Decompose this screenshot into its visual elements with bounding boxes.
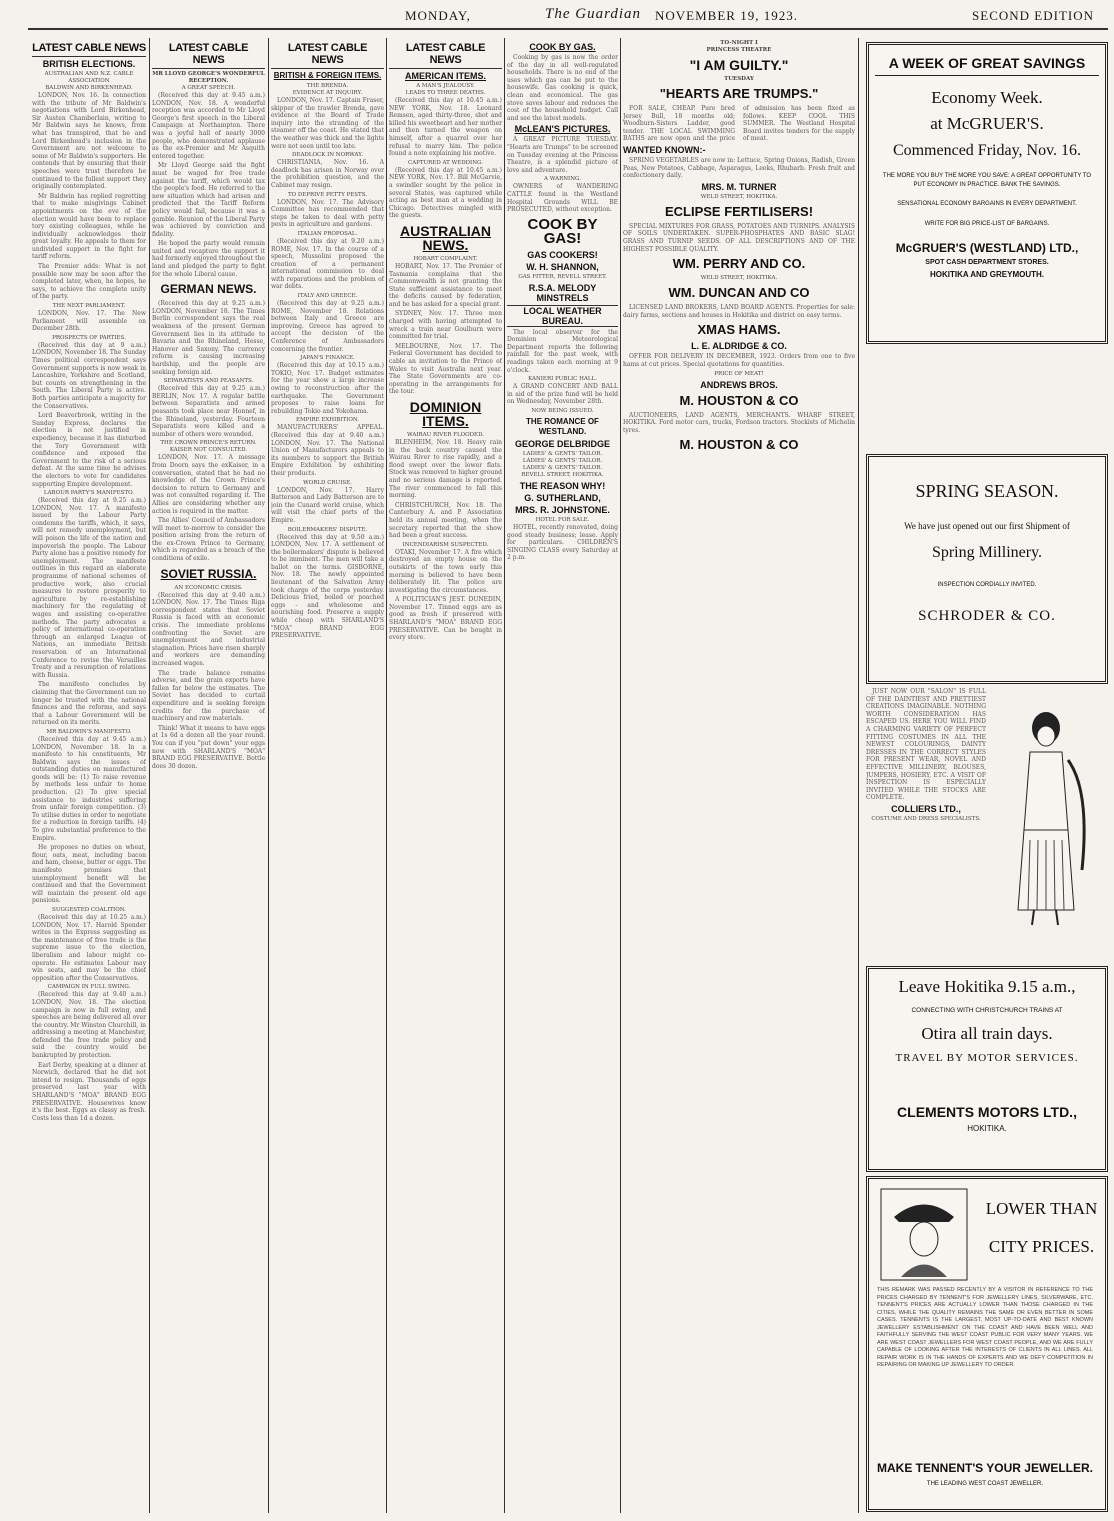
section-heading: THE NEXT PARLIAMENT. (52, 303, 126, 310)
ad-small: WRITE FOR BIG PRICE-LIST OF BARGAINS. (924, 221, 1050, 227)
section-heading: EMPIRE EXHIBITION. (295, 417, 360, 424)
section-headline: DOMINION ITEMS. (409, 399, 482, 429)
section-heading: NOW BEING ISSUED. (531, 408, 594, 415)
ad-line: at McGRUER'S. (930, 114, 1044, 133)
ad-heading: ANDREWS BROS. (700, 379, 778, 390)
section-heading: LABOUR PARTY'S MANIFESTO. (43, 490, 135, 497)
ad-heading: COOK BY GAS. (529, 42, 596, 52)
ad-heading: W. H. SHANNON, (526, 261, 599, 272)
section-heading: CAMPAIGN IN FULL SWING. (47, 984, 131, 991)
ad-heading: R.S.A. MELODY MINSTRELS (528, 282, 597, 303)
ad-headline: WM. PERRY AND CO. (672, 256, 806, 272)
ad-heading: MRS. R. JOHNSTONE. (515, 505, 610, 516)
ad-mcgruers (866, 42, 1108, 344)
section-heading: ITALY AND GREECE. (297, 293, 358, 300)
ad-clements-motors (866, 966, 1108, 1172)
fashion-illustration (990, 700, 1102, 930)
ad-line: Economy Week. (931, 88, 1043, 107)
ad-heading: GEORGE DELBRIDGE (514, 439, 610, 450)
ad-company: McGRUER'S (WESTLAND) LTD., (895, 241, 1079, 255)
ad-line: We have just opened out our first Shipment of (904, 521, 1070, 531)
ad-line: LADIES' & GENTS' TAILOR. (522, 465, 603, 472)
ad-company-sub: THE LEADING WEST COAST JEWELLER. (926, 1481, 1044, 1487)
ad-line: Spring Millinery. (931, 544, 1043, 561)
section-heading: PRICE OF MEAT! (714, 370, 764, 377)
section-heading: WORLD CRUISE. (303, 479, 352, 486)
ad-line: CONNECTING WITH CHRISTCHURCH TRAINS AT (911, 1007, 1063, 1014)
ad-schroder (866, 454, 1108, 684)
ad-company-sub: HOKITIKA. (967, 1124, 1007, 1133)
ad-headline: XMAS HAMS. (697, 322, 781, 338)
ad-title: A WEEK OF GREAT SAVINGS (875, 55, 1099, 76)
ad-company: SCHRODER & CO. (918, 608, 1056, 624)
column-local-ads: COOK BY GAS. Cooking by gas is now the order of the day in all well-regulated households. There is no end of the uses which gas can be put to the housewife. Gas cooking is quick, clean and economical. The gas stove saves labour and reduces the cost of the household budget. Call and see the latest models. McLEAN'S PICTURES. A GREAT PICTURE TUESDAY. "Hearts are Trumps" to be screened on Tuesday evening at the Princess Theatre, is a splendid picture of love and adventure. A WARNING. OWNERS of WANDERING CATTLE found in the Westland Hospital Grounds WILL BE PROSECUTED, without exception. COOK BY GAS! GAS COOKERS! W. H. SHANNON, GAS FITTER, REVELL STREET. R.S.A. MELODY MINSTRELS LOCAL WEATHER BUREAU. The local observer for the Dominion Meteorological Department reports the following rainfall for the past week, with readings taken each morning at 9 o'clock. KANIERI PUBLIC HALL. A GRAND CONCERT AND BALL in aid of the prize fund will be held on Wednesday, November 28th. NOW BEING ISSUED. THE ROMANCE OF WESTLAND. GEORGE DELBRIDGE LADIES' & GENTS' TAILOR. LADIES' & GENTS' TAILOR. LADIES' & GENTS' TAILOR. REVELL STREET, HOKITIKA. THE REASON WHY! G. SUTHERLAND, MRS. R. JOHNSTONE. HOTEL FOR SALE. HOTEL, recently renovated, doing good steady business; lease. Apply for particulars. CHILDREN'S SINGING CLASS every Saturday at 2 p.m. (507, 42, 618, 562)
section-heading: BOILERMAKERS' DISPUTE. (287, 526, 368, 533)
section-heading: KAISER NOT CONSULTED. (169, 447, 248, 454)
top-rule (28, 28, 1108, 30)
figure-scarf (1068, 760, 1084, 870)
section-heading: SEPARATISTS AND PEASANTS. (163, 378, 254, 385)
ad-company: CLEMENTS MOTORS LTD., (897, 1104, 1077, 1120)
ad-heading: THE REASON WHY! (519, 481, 606, 492)
ad-headline: COOK BY GAS! (527, 215, 598, 247)
masthead-day: MONDAY, (405, 8, 471, 23)
portrait-face (910, 1222, 938, 1256)
ad-company: COLLIERS LTD., (891, 803, 961, 814)
section-heading: EVIDENCE AT INQUIRY. (292, 90, 363, 96)
ad-company-sub: HOKITIKA AND GREYMOUTH. (929, 270, 1045, 279)
column-rule (386, 38, 387, 1513)
section-heading: DEADLOCK IN NORWAY. (292, 152, 363, 159)
section-heading: PROSPECTS OF PARTIES. (52, 334, 126, 341)
masthead-date: NOVEMBER 19, 1923. (655, 8, 798, 23)
ad-headline: "I AM GUILTY." (689, 57, 789, 73)
section-heading: KANIERI PUBLIC HALL. (528, 376, 597, 383)
ad-heading: LOCAL WEATHER BUREAU. (507, 305, 618, 327)
ad-colliers: JUST NOW OUR "SALON" IS FULL OF THE DAINTIEST AND PRETTIEST CREATIONS IMAGINABLE. NOTHING WORTH CONSIDERATION HAS ESCAPED US. HERE YOU WILL FIND A CHARMING VARIETY OF PERFECT FITTING COSTUMES IN ALL THE NEWEST COLOURINGS, DAINTY DRESSES IN THE CORRECT STYLES FOR PRESENT WEAR, NOVEL AND EFFECTIVE MILLINERY, BLOUSES, JUMPERS, HOSIERY, ETC. A VISIT OF INSPECTION IS ESPECIALLY INVITED WHILE THE STOCKS ARE COMPLETE. COLLIERS LTD., COSTUME AND DRESS SPECIALISTS. (866, 688, 986, 822)
headline: LATEST CABLE NEWS (152, 42, 265, 69)
section-heading: THE BRENDA. (306, 83, 349, 89)
ad-small: INSPECTION CORDIALLY INVITED. (937, 582, 1037, 588)
section-heading: JAPAN'S FINANCE. (300, 355, 355, 362)
figure-dress-top (1024, 752, 1068, 830)
section-heading: SUGGESTED COALITION. (52, 906, 126, 913)
section-heading: HOBART COMPLAINT. (413, 255, 478, 262)
ad-headline: M. HOUSTON & CO (679, 437, 799, 453)
section-headline: AUSTRALIAN NEWS. (400, 222, 491, 253)
masthead-title: The Guardian (545, 6, 642, 22)
ad-line: WELD STREET, HOKITIKA. (700, 275, 778, 282)
subheadline: MR LLOYD GEORGE'S WONDERFUL RECEPTION. (152, 71, 265, 84)
column-lloyd-george: LATEST CABLE NEWS MR LLOYD GEORGE'S WONDERFUL RECEPTION. A GREAT SPEECH. (Received this day at 9.45 a.m.) LONDON, Nov. 18. A wonderful reception was accorded to Mr Lloyd George's first speech in the Liberal Campaign at Northampton. There was a joyful hall of nearly 3000 people, who demonstrated applause as the ex-Premier and Mr Asquith entered together. Mr Lloyd George said the fight must be waged for free trade against the tariff, which would tax the people's food. He referred to the new situation which had arisen and predicted that the Tariff Reform policy would fail, because it was a gamble. Reunion of the Liberal Party was achieved by conviction and fidelity. He hoped the party would remain united and recapture the support it had formerly enjoyed throughout the land and pledged the party to fight for the whole Liberal cause. GERMAN NEWS. (Received this day at 9.25 a.m.) LONDON, November 18. The Times Berlin correspondent says the real weakness of the present German Government lies in its attitude to Bavaria and the Rhineland, Hesse, Hanover and Saxony. The currency reform is causing increasing hardship, and the people are seeking foreign aid. SEPARATISTS AND PEASANTS. (Received this day at 9.25 a.m.) BERLIN, Nov. 17. A regular battle between Separatists and armed peasants took place near Honnef, in the Rhineland, yesterday. Fourteen Separatists were killed and a number of others were wounded. THE CROWN PRINCE'S RETURN. KAISER NOT CONSULTED. LONDON, Nov. 17. A message from Doorn says the exKaiser, in a conversation, stated that he had no knowledge of the Crown Prince's decision to return to Germany and was not consulted regarding it. The Allies are considering whether any action is required in the matter. The Allies' Council of Ambassadors will meet to-morrow to consider the position arising from the return of the ex-Crown Prince to Germany, which is regarded as a breach of the conditions of exile. SOVIET RUSSIA. AN ECONOMIC CRISIS. (Received this day at 9.40 a.m.) LONDON, Nov. 17. The Times Riga correspondent states that Soviet Russia is faced with an economic crisis. The immediate problems confronting the Soviet are unemployment and industrial stagnation. Prices have risen sharply and workers are demanding increased wages. The trade balance remains adverse, and the grain exports have fallen far below the estimates. The Soviet has decided to curtail expenditure and is seeking foreign credits for the purchase of machinery and raw materials. Think! What it means to have eggs at 1s 6d a dozen all the year round. You can if you "put down" your eggs now with SHARLAND'S "MOA" BRAND EGG PRESERVATIVE. Bottle does 30 dozen. (152, 42, 265, 770)
section-heading: A GREAT SPEECH. (181, 85, 236, 91)
figure-face (1037, 726, 1055, 746)
ad-headline: "HEARTS ARE TRUMPS." (659, 86, 819, 101)
section-heading: HOTEL FOR SALE. (535, 517, 590, 524)
ad-heading: McLEAN'S PICTURES. (514, 124, 611, 135)
ad-heading: L. E. ALDRIDGE & CO. (691, 341, 787, 352)
section-heading: A WARNING. (544, 176, 581, 183)
ad-line: Otira all train days. (921, 1024, 1053, 1043)
column-rule (504, 38, 505, 1513)
column-rule (268, 38, 269, 1513)
masthead (30, 6, 1104, 24)
ad-title: Leave Hokitika 9.15 a.m., (898, 977, 1076, 996)
column-theatre-ads: TO-NIGHT I PRINCESS THEATRE "I AM GUILTY." TUESDAY "HEARTS ARE TRUMPS." FOR SALE, CHEAP. Pure bred Jersey Bull, 18 months old; Woodburn-Sisters Ladder, good tender. THE LOCAL SWIMMING BATHS are now open and the price of admission has been fixed as follows. KEEP COOL THIS SUMMER. The Westland Hospital Board invites tenders for the supply of meat. WANTED KNOWN:- SPRING VEGETABLES are now in: Lettuce, Spring Onions, Radish, Green Peas, New Potatoes, Cabbage, Asparagus, Leeks, Rhubarb. Fresh fruit and confectionery daily. MRS. M. TURNER WELD STREET, HOKITIKA. ECLIPSE FERTILISERS! SPECIAL MIXTURES FOR GRASS, POTATOES AND TURNIPS. ANALYSIS OF SOILS UNDERTAKEN. SUPER-PHOSPHATES AND BASIC SLAG! GRASS AND TURNIP SEEDS. OF ALL DESCRIPTIONS AND OF THE HIGHEST POSSIBLE QUALITY. WM. PERRY AND CO. WELD STREET, HOKITIKA. WM. DUNCAN AND CO LICENSED LAND BROKERS, LAND BOARD AGENTS. Properties for sale: dairy farms, sections and houses in Hokitika and district on easy terms. XMAS HAMS. L. E. ALDRIDGE & CO. OFFER FOR DELIVERY IN DECEMBER, 1923. Orders from one to five hams at cut prices. Special quotations for quantities. PRICE OF MEAT! ANDREWS BROS. M. HOUSTON & CO AUCTIONEERS, LAND AGENTS, MERCHANTS. WHARF STREET, HOKITIKA. Ford motor cars, trucks, Fordson tractors. Stockists of Michelin tyres. M. HOUSTON & CO (623, 40, 855, 453)
headline: LATEST CABLE NEWS (389, 42, 502, 69)
ad-line: LADIES' & GENTS' TAILOR. (522, 451, 603, 458)
ad-company-sub: SPOT CASH DEPARTMENT STORES. (925, 259, 1049, 266)
ad-line: Commenced Friday, Nov. 16. (892, 142, 1082, 159)
ad-small: SENSATIONAL ECONOMY BARGAINS IN EVERY DEPARTMENT. (897, 201, 1077, 207)
headline: LATEST CABLE NEWS (32, 42, 146, 57)
ad-heading: G. SUTHERLAND, (524, 493, 601, 504)
column-american-items: LATEST CABLE NEWS AMERICAN ITEMS. A MAN'S JEALOUSY. LEADS TO THREE DEATHS. (Received this day at 10.45 a.m.) NEW YORK, Nov. 18. Leonard Remsen, aged thirty-three, shot and killed his sweetheart and her mother and then turned the weapon on himself, after a quarrel over her refusal to marry him. The police found a note explaining his motive. CAPTURED AT WEDDING. (Received this day at 10.45 a.m.) NEW YORK, Nov. 17. Bill McGarvie, a swindler sought by the police in several States, was captured while acting as best man at a wedding in Chicago. Detectives mingled with the guests. AUSTRALIAN NEWS. HOBART COMPLAINT. HOBART, Nov. 17. The Premier of Tasmania complains that the Commonwealth is not granting the State sufficient assistance to meet the deficits caused by federation, and he has asked for a special grant. SYDNEY, Nov. 17. Three men charged with having attempted to wreck a train near Goulburn were committed for trial. MELBOURNE, Nov. 17. The Federal Government has decided to cable an invitation to the Prince of Wales to visit Australia next year. The State Governments are co-operating in the arrangements for the tour. DOMINION ITEMS. WAIRAU RIVER FLOODED. BLENHEIM, Nov. 18. Heavy rain in the back country caused the Wairau River to rise rapidly, and a flood swept over the lower flats. Stock was removed to higher ground and no serious damage is reported. The river commenced to fall this morning. CHRISTCHURCH, Nov. 18. The Canterbury A. and P. Association held its annual meeting, when the secretary reported that the show had been a great success. INCENDIARISM SUSPECTED. OTAKI, November 17. A fire which destroyed an empty house on the outskirts of the town early this morning is believed to have been deliberately lit. The police are investigating the circumstances. A POLITICIAN'S JEST. DUNEDIN, November 17. Tinned eggs are as good as fresh if preserved with SHARLAND'S "MOA" BRAND EGG PRESERVATIVE. Can be bought in every store. (389, 42, 502, 642)
column-rule (149, 38, 150, 1513)
section-heading: LEADS TO THREE DEATHS. (405, 90, 486, 96)
ad-headline: ECLIPSE FERTILISERS! (664, 203, 814, 219)
ad-heading: THE ROMANCE OF WESTLAND. (526, 417, 599, 437)
ad-title: CITY PRICES. (988, 1237, 1095, 1256)
ad-heading: WANTED KNOWN:- (623, 144, 706, 155)
column-british-foreign: LATEST CABLE NEWS BRITISH & FOREIGN ITEMS. THE BRENDA. EVIDENCE AT INQUIRY. LONDON, Nov. 17. Captain Fraser, skipper of the trawler Brenda, gave evidence at the Board of Trade inquiry into the stranding of the steamer off the coast. He stated that the weather was thick and the lights were not seen until too late. DEADLOCK IN NORWAY. CHRISTIANIA, Nov. 16. A deadlock has arisen in Norway over the prohibition question, and the Cabinet may resign. TO DEPRIVE PETTY PESTS. LONDON, Nov. 17. The Advisory Committee has recommended that steps be taken to deal with petty pests in agriculture and gardens. ITALIAN PROPOSAL. (Received this day at 9.20 a.m.) ROME, Nov. 17. In the course of a speech, Mussolini proposed the creation of a permanent international commission to deal with reparations and the problem of war debts. ITALY AND GREECE. (Received this day at 9.25 a.m.) ROME, November 18. Relations between Italy and Greece are improving. Greece has agreed to accept the decision of the Conference of Ambassadors concerning the frontier. JAPAN'S FINANCE. (Received this day at 10.15 a.m.) TOKIO, Nov. 17. Budget estimates for the year show a large increase owing to reconstruction after the earthquake. The Government proposes to raise loans for rebuilding Tokio and Yokohama. EMPIRE EXHIBITION. MANUFACTURERS' APPEAL. (Received this day at 9.40 a.m.) LONDON, Nov. 17. The National Union of Manufacturers appeals to its members to support the British Empire Exhibition by exhibiting their products. WORLD CRUISE. LONDON, Nov. 17. Harry Batterson and Lady Batterson are to join the Cunard world cruise, which will visit the chief ports of the Empire. BOILERMAKERS' DISPUTE. (Received this day at 9.50 a.m.) LONDON, Nov. 17. A settlement of the boilermakers' dispute is believed to be imminent. The men will take a ballot on the terms. GISBORNE, Nov. 18. The newly appointed lieutenant of the Salvation Army took charge of the corps yesterday. Delicious fried, boiled or poached eggs - and wholesome and nourishing food. Preserve a supply while cheap with SHARLAND'S "MOA" BRAND EGG PRESERVATIVE. (271, 42, 384, 640)
ad-line: REVELL STREET, HOKITIKA. (521, 472, 604, 479)
masthead-edition: SECOND EDITION (972, 8, 1094, 23)
column-british-elections: LATEST CABLE NEWS BRITISH ELECTIONS. AUSTRALIAN AND N.Z. CABLE ASSOCIATION BALDWIN AND BIRKENHEAD. LONDON, Nov. 16. In connection with the tribute of Mr Baldwin's negotiations with Lord Birkenhead, Sir Austen Chamberlain, writing to Mr Baldwin says he knows, from what has transpired, that he and Lord Birkenhead's inclusion in the Government are not welcome to some of Mr Baldwin's supporters. He contends that by ensuring that their speeches were trust therefore he continued to the fullest support they originally contemplated. Mr Baldwin has replied regretting that to make misgivings Cabinet appointments on the eve of the election would have been to replace tory existing colleagues, while he individually acknowledges their great loyalty. He appeals to them for undivided support in the fight for tariff reform. The Premier adds: What is not possible now may be soon after the completed later, when, he hopes, he says, to achieve the complete unity of the party. THE NEXT PARLIAMENT. LONDON, Nov. 17. The New Parliament will assemble on December 28th. PROSPECTS OF PARTIES. (Received this day at 9 a.m.) LONDON, November 18. The Sunday Times political correspondent says Government supports is now weak in Lancashire, Yorkshire and Scotland, but counts on strengthening in the South. The Liberal Party is active. Both parties anticipate a majority for the Conservatives. Lord Beaverbrook, writing in the Sunday Express, declares the election is not justified in expediency, because it has disturbed the Tory Government with confidence and exposed the Government to the risk of a serious defeat. At the same time he advises the electors to vote for candidates supporting Empire development. LABOUR PARTY'S MANIFESTO. (Received this day at 9.25 a.m.) LONDON, Nov. 17. A manifesto issued by the Labour Party condemns the tariffs, which, it says, will not remedy unemployment, but will poison the life of the nation and impoverish the people. The Labour Party alone has a positive remedy for unemployment. The manifesto outlines in this regard an elaborate programme of national schemes of productive work, also crucial measures to restore prosperity to agriculture by re-establishing machinery for the regulating of wages and assisting co-operative methods. The party advocates a policy of international co-operation through an enlarged League of Nations, an immediate British reservation of an International Conference to revise the Versailles Treaty and a resumption of relations with Russia. The manifesto concludes by claiming that the Government can no longer be trusted with the national finances and the reforms, and says that a Labour Government will be returned on its merits. MR BALDWIN'S MANIFESTO. (Received this day at 9.45 a.m.) LONDON, November 18. In a manifesto to his constituents, Mr Baldwin says the issues of outstanding duties on manufactured goods will be: (1) To raise revenue by methods less unfair to home production. (2) To give special assistance to industries suffering from unfair foreign competition. (3) To utilise duties in order to negotiate for a reduction in foreign tariffs. (4) To give substantial preference to the Empire. He proposes no duties on wheat, flour, oats, meat, including bacon and ham, cheese, butter or eggs. The manifesto promises that unemployment benefit will be continued and that the Government will maintain the present old age pensions. SUGGESTED COALITION. (Received this day at 10.25 a.m.) LONDON, Nov. 17. Harold Spender writes in the Express suggesting as the maintenance of free trade is the supreme issue to the election, liberalism and labour might co-operate. He estimates Labour may win seats, and may be the chief opposition after the Conservatives. CAMPAIGN IN FULL SWING. (Received this day at 9.40 a.m.) LONDON, Nov. 18. The election campaign is now in full swing, and speeches are being delivered all over the country. Mr Winston Churchill, in addressing a meeting at Manchester, defended the free trade policy and said the country would be bankrupted by protection. Earl Derby, speaking at a dinner at Norwich, declared that he did not intend to resign. Thousands of eggs preserved last year with SHARLAND'S "MOA" BRAND EGG PRESERVATIVE. Housewives know it's the best. Eggs as classy as fresh. Costs less than 1d a dozen. (32, 42, 146, 1122)
ad-line: WELD STREET, HOKITIKA. (700, 193, 778, 200)
napoleon-portrait (879, 1187, 969, 1282)
ad-tennents (866, 1176, 1108, 1512)
section-heading: BALDWIN AND BIRKENHEAD. (45, 85, 133, 91)
section-heading: A MAN'S JEALOUSY. (416, 83, 475, 89)
ad-title: LOWER THAN (985, 1199, 1098, 1218)
ad-subheading: GAS FITTER, REVELL STREET. (518, 273, 607, 280)
section-heading: INCENDIARISM SUSPECTED. (402, 541, 489, 548)
section-headline: GERMAN NEWS. (160, 282, 257, 297)
ad-headline: WM. DUNCAN AND CO (668, 285, 810, 301)
section-heading: WAIRAU RIVER FLOODED. (406, 432, 485, 438)
ad-subheading: COSTUME AND DRESS SPECIALISTS. (871, 815, 981, 822)
figure-legs (1032, 910, 1058, 925)
ad-heading: MRS. M. TURNER (701, 181, 777, 192)
section-heading: TO DEPRIVE PETTY PESTS. (287, 191, 368, 198)
section-heading: ITALIAN PROPOSAL. (297, 230, 358, 237)
section-heading: THE CROWN PRINCE'S RETURN. (160, 440, 257, 447)
ad-line: TUESDAY (724, 76, 754, 82)
ad-line: PRINCESS THEATRE (706, 47, 772, 53)
subheadline: BRITISH ELECTIONS. (42, 59, 136, 69)
section-heading: MR BALDWIN'S MANIFESTO. (46, 728, 132, 735)
ad-body: THIS REMARK WAS PASSED RECENTLY BY A VISITOR IN REFERENCE TO THE PRICES CHARGED BY TENNENT'S FOR JEWELLERY LINES, SILVERWARE, ETC. TENNENT'S PRICES ARE ACTUALLY LOWER THAN THOSE CHARGED IN THE CITIES, WHILE THE QUALITY REMAINS THE SAME OR EVEN BETTER IN SOME CASES. TENNENTS IS THE LARGEST, MOST UP-TO-DATE AND BEST KNOWN JEWELLERY ESTABLISHMENT ON THE COAST AND HAVE BEEN WELL AND FAITHFULLY SERVING THE WEST COAST PUBLIC FOR VERY MANY YEARS. WE ARE WEST COAST JEWELLERS FOR WEST COAST PEOPLE, AND WE ARE FULLY CAPABLE OF LOOKING AFTER THE INTERESTS OF CLIENTS IN ALL LINES. ALL REPAIR WORK IS IN THE HANDS OF EXPERTS AND WE DEFY COMPETITION IN REPAIRING OR MAKING UP JEWELLERY TO ORDER. (877, 1287, 1093, 1368)
subheadline: AMERICAN ITEMS. (405, 71, 486, 81)
headline: LATEST CABLE NEWS (271, 42, 384, 69)
subheadline: BRITISH & FOREIGN ITEMS. (273, 71, 382, 80)
section-heading: AN ECONOMIC CRISIS. (174, 584, 243, 591)
ad-line: TO-NIGHT I (720, 40, 758, 46)
ad-small: THE MORE YOU BUY THE MORE YOU SAVE: A GREAT OPPORTUNITY TO PUT ECONOMY IN PRACTICE. BANK THE SAVINGS. (882, 173, 1092, 188)
ad-heading: GAS COOKERS! (527, 249, 598, 260)
column-rule (620, 38, 621, 1513)
ad-line: TRAVEL BY MOTOR SERVICES. (895, 1052, 1079, 1064)
portrait-hat (894, 1205, 954, 1223)
section-headline: SOVIET RUSSIA. (160, 566, 257, 581)
credit: AUSTRALIAN AND N.Z. CABLE ASSOCIATION (44, 71, 134, 84)
ad-company: MAKE TENNENT'S YOUR JEWELLER. (877, 1461, 1093, 1475)
ad-title: SPRING SEASON. (915, 481, 1059, 501)
column-rule (858, 38, 859, 1513)
ad-line: LADIES' & GENTS' TAILOR. (522, 458, 603, 465)
ad-headline: M. HOUSTON & CO (679, 392, 799, 408)
section-heading: CAPTURED AT WEDDING. (407, 159, 483, 166)
portrait-coat (901, 1265, 947, 1278)
